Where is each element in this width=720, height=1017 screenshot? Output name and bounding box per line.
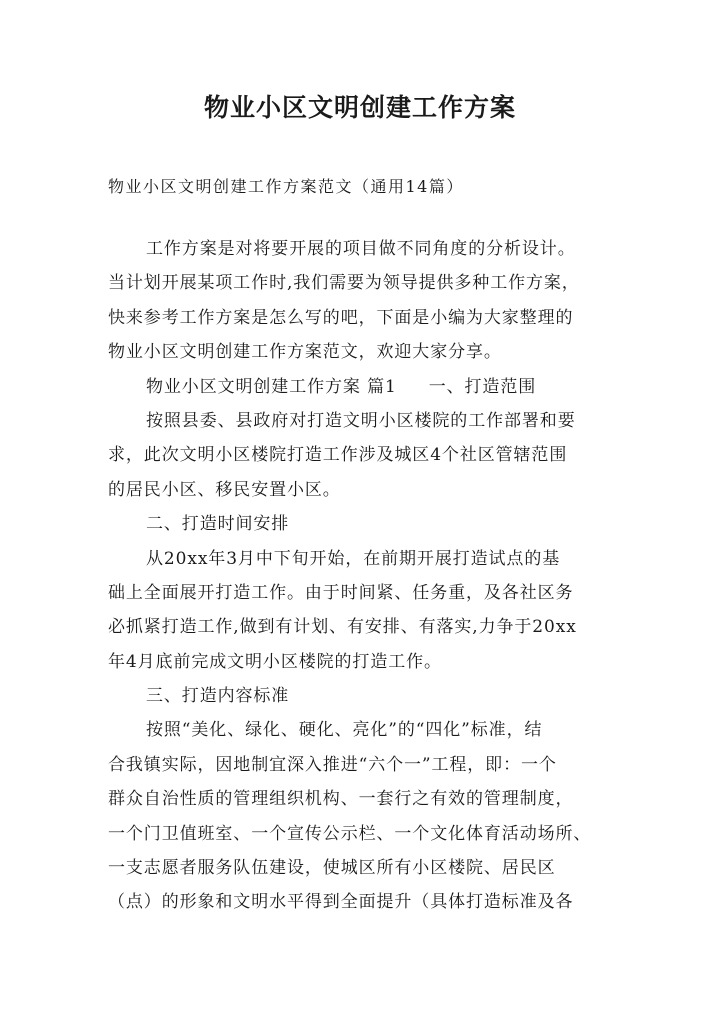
section-heading-line: [108, 370, 623, 404]
document-title: 物业小区文明创建工作方案: [203, 93, 516, 122]
paragraph-line: 快来参考工作方案是怎么写的吧，下面是小编为大家整理的: [108, 307, 574, 328]
section-heading: 一、打造范围: [428, 376, 537, 397]
paragraph-line: 群众自治性质的管理组织机构、一套行之有效的管理制度，: [108, 789, 574, 810]
paragraph-line: 从20xx年3月中下旬开始，在前期开展打造试点的基: [146, 548, 561, 569]
paragraph-line: 必抓紧打造工作,做到有计划、有安排、有落实,力争于20xx: [108, 617, 577, 638]
paragraph-line: 物业小区文明创建工作方案范文，欢迎大家分享。: [108, 342, 502, 363]
paragraph-line: 工作方案是对将要开展的项目做不同角度的分析设计。: [146, 239, 576, 259]
paragraph-line: （点）的形象和文明水平得到全面提升（具体打造标准及各: [108, 892, 574, 913]
paragraph-line: 当计划开展某项工作时,我们需要为领导提供多种工作方案，: [108, 273, 580, 294]
paragraph-line: 一个门卫值班室、一个宣传公示栏、一个文化体育活动场所、: [108, 823, 592, 844]
document-subtitle: 物业小区文明创建工作方案范文（通用14篇）: [108, 177, 464, 196]
article-heading: 物业小区文明创建工作方案 篇1: [146, 376, 397, 397]
document-body: [108, 232, 623, 920]
paragraph-line: 础上全面展开打造工作。由于时间紧、任务重，及各社区务: [108, 582, 574, 603]
paragraph-line: 求，此次文明小区楼院打造工作涉及城区4个社区管辖范围: [108, 445, 568, 466]
paragraph-line: 一支志愿者服务队伍建设，使城区所有小区楼院、居民区: [108, 858, 556, 879]
section-heading: 三、打造内容标准: [146, 686, 290, 707]
section-heading: 二、打造时间安排: [146, 514, 290, 535]
paragraph-line: 的居民小区、移民安置小区。: [108, 479, 341, 500]
paragraph-line: 年4月底前完成文明小区楼院的打造工作。: [108, 651, 442, 672]
paragraph-line: 按照县委、县政府对打造文明小区楼院的工作部署和要: [146, 410, 576, 431]
paragraph-line: 按照“美化、绿化、硬化、亮化”的“四化”标准，结: [146, 720, 543, 741]
paragraph-line: 合我镇实际，因地制宜深入推进“六个一”工程，即：一个: [108, 754, 557, 775]
